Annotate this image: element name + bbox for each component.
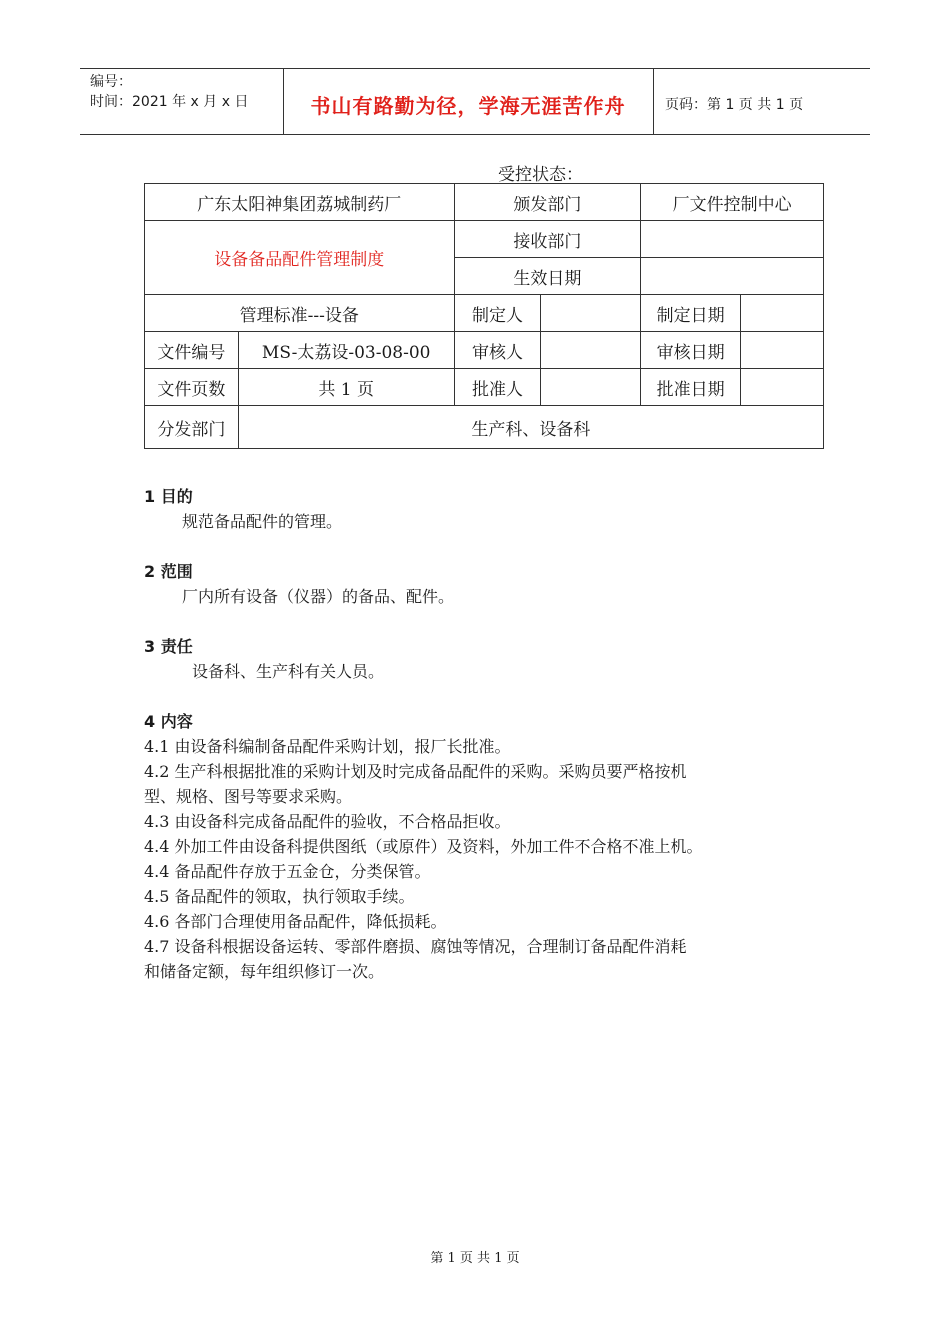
content-line: 型、规格、图号等要求采购。	[144, 787, 353, 806]
document-meta-table	[144, 183, 824, 449]
section-title: 4 内容	[144, 712, 193, 731]
content-line: 4.6 各部门合理使用备品配件，降低损耗。	[144, 912, 447, 931]
header-time: 时间：2021 年 x 月 x 日	[90, 94, 249, 110]
pages-label: 文件页数	[145, 369, 239, 406]
approver-label: 批准人	[454, 369, 541, 406]
standard-type: 管理标准---设备	[145, 295, 455, 332]
effective-date-value	[641, 258, 824, 295]
document-title: 设备备品配件管理制度	[145, 221, 455, 295]
header-number: 编号：	[90, 74, 132, 90]
content-line: 4.5 备品配件的领取，执行领取手续。	[144, 887, 415, 906]
issue-dept-label: 颁发部门	[454, 184, 641, 221]
distribute-value: 生产科、设备科	[238, 406, 823, 449]
page-footer: 第 1 页 共 1 页	[430, 1251, 520, 1266]
reviewer-label: 审核人	[454, 332, 541, 369]
content-line: 4.2 生产科根据批准的采购计划及时完成备品配件的采购。采购员要严格按机	[144, 762, 687, 781]
content-line: 4.4 备品配件存放于五金仓，分类保管。	[144, 862, 431, 881]
header-divider	[653, 69, 654, 134]
company-name: 广东太阳神集团荔城制药厂	[145, 184, 455, 221]
receive-dept-value	[641, 221, 824, 258]
author-date-value	[741, 295, 824, 332]
author-label: 制定人	[454, 295, 541, 332]
content-line: 4.3 由设备科完成备品配件的验收，不合格品拒收。	[144, 812, 511, 831]
section-text: 设备科、生产科有关人员。	[192, 662, 385, 681]
doc-no-value: MS-太荔设-03-08-00	[238, 332, 454, 369]
section-title: 2 范围	[144, 562, 193, 581]
page-header	[80, 68, 870, 135]
review-date-label: 审核日期	[641, 332, 741, 369]
receive-dept-label: 接收部门	[454, 221, 641, 258]
header-meta	[90, 72, 248, 112]
section-text: 厂内所有设备（仪器）的备品、配件。	[182, 587, 455, 606]
header-page-info: 页码：第 1 页 共 1 页	[665, 97, 804, 113]
content-line: 4.1 由设备科编制备品配件采购计划，报厂长批准。	[144, 737, 511, 756]
distribute-label: 分发部门	[145, 406, 239, 449]
content-line: 4.4 外加工件由设备科提供图纸（或原件）及资料，外加工件不合格不准上机。	[144, 837, 703, 856]
effective-date-label: 生效日期	[454, 258, 641, 295]
issue-dept-value: 厂文件控制中心	[641, 184, 824, 221]
document-body	[144, 484, 824, 984]
reviewer-value	[541, 332, 641, 369]
doc-no-label: 文件编号	[145, 332, 239, 369]
section-title: 3 责任	[144, 637, 193, 656]
header-motto: 书山有路勤为径，学海无涯苦作舟	[310, 94, 626, 118]
control-status: 受控状态：	[498, 165, 583, 185]
content-line: 4.7 设备科根据设备运转、零部件磨损、腐蚀等情况，合理制订备品配件消耗	[144, 937, 687, 956]
approver-value	[541, 369, 641, 406]
section-title: 1 目的	[144, 487, 193, 506]
pages-value: 共 1 页	[238, 369, 454, 406]
section-text: 规范备品配件的管理。	[182, 512, 343, 531]
approve-date-label: 批准日期	[641, 369, 741, 406]
content-line: 和储备定额，每年组织修订一次。	[144, 962, 385, 981]
review-date-value	[741, 332, 824, 369]
author-date-label: 制定日期	[641, 295, 741, 332]
author-value	[541, 295, 641, 332]
approve-date-value	[741, 369, 824, 406]
